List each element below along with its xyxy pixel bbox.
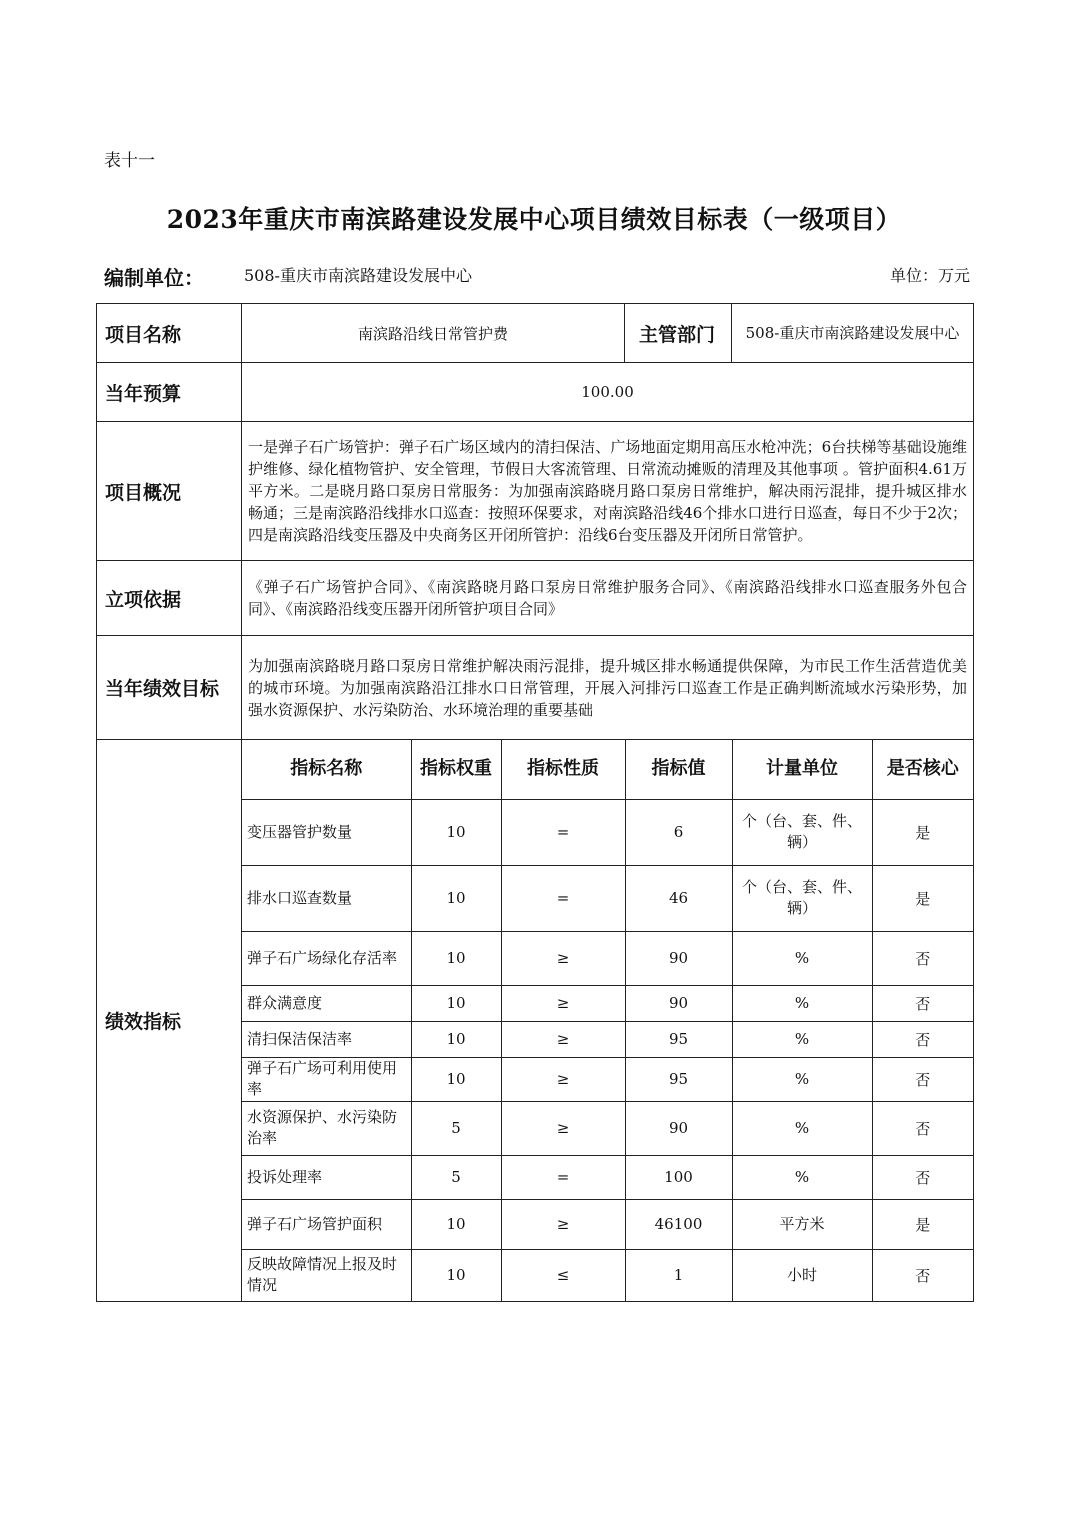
indicator-core: 否 [872,931,973,985]
indicator-name: 群众满意度 [242,985,411,1021]
indicator-nature: = [501,799,625,865]
indicator-weight: 10 [411,985,501,1021]
indicator-core: 是 [872,1199,973,1249]
goal-label: 当年绩效目标 [97,636,242,740]
col-header-nature: 指标性质 [501,740,625,799]
budget-row [97,363,974,422]
prepared-by-label: 编制单位： [104,266,204,290]
indicator-unit: % [732,1155,872,1199]
budget-value: 100.00 [242,363,974,422]
project-name-value: 南滨路沿线日常管护费 [242,304,625,363]
indicator-name: 弹子石广场可利用使用率 [242,1057,411,1101]
indicator-weight: 10 [411,1199,501,1249]
indicator-core: 是 [872,799,973,865]
basis-text: 《弹子石广场管护合同》、《南滨路晓月路口泵房日常维护服务合同》、《南滨路沿线排水口巡查服务外包合同》、《南滨路沿线变压器开闭所管护项目合同》 [242,561,974,636]
indicator-weight: 10 [411,1057,501,1101]
basis-label: 立项依据 [97,561,242,636]
indicator-value: 6 [625,799,732,865]
table-row [242,1249,973,1301]
indicator-unit: % [732,931,872,985]
indicator-nature: ≥ [501,1101,625,1155]
indicator-weight: 10 [411,865,501,931]
table-row [242,985,973,1021]
col-header-core: 是否核心 [872,740,973,799]
indicator-unit: % [732,985,872,1021]
table-number: 表十一 [104,151,155,171]
indicator-unit: 平方米 [732,1199,872,1249]
indicator-unit: % [732,1021,872,1057]
overview-label: 项目概况 [97,422,242,561]
indicator-value: 95 [625,1057,732,1101]
indicator-weight: 5 [411,1101,501,1155]
project-name-label: 项目名称 [97,304,242,363]
indicator-weight: 5 [411,1155,501,1199]
table-row [242,1021,973,1057]
indicator-core: 否 [872,1021,973,1057]
prepared-by-value: 508-重庆市南滨路建设发展中心 [244,266,472,285]
indicator-weight: 10 [411,1249,501,1301]
indicator-name: 清扫保洁保洁率 [242,1021,411,1057]
indicator-nature: ≥ [501,985,625,1021]
indicator-table [242,740,973,1301]
overview-text: 一是弹子石广场管护：弹子石广场区域内的清扫保洁、广场地面定期用高压水枪冲洗；6台扶梯等基础设施维护维修、绿化植物管护、安全管理，节假日大客流管理、日常流动摊贩的清理及其他事项 。管护面积4.61万平方米。二是晓月路口泵房日常服务：为加强南滨路晓月路口泵房日常维护，解决雨污混排，提升城区排水畅通；三是南滨路沿线排水口巡查：按照环保要求，对南滨路沿线46个排水口进行日巡查，每日不少于2次；四是南滨路沿线变压器及中央商务区开闭所管护：沿线6台变压器及开闭所日常管护。 [242,422,974,561]
table-row [242,1057,973,1101]
indicator-value: 90 [625,931,732,985]
col-header-weight: 指标权重 [411,740,501,799]
goal-row [97,636,974,740]
indicator-unit: % [732,1057,872,1101]
indicator-value: 95 [625,1021,732,1057]
indicator-weight: 10 [411,799,501,865]
indicator-nature: ≤ [501,1249,625,1301]
indicator-core: 否 [872,985,973,1021]
table-row [242,1101,973,1155]
basis-row [97,561,974,636]
indicator-unit: 个（台、套、件、辆） [732,865,872,931]
indicator-value: 100 [625,1155,732,1199]
currency-unit: 单位：万元 [889,266,970,285]
indicator-nature: = [501,1155,625,1199]
indicator-label: 绩效指标 [97,740,242,1302]
col-header-name: 指标名称 [242,740,411,799]
indicator-core: 否 [872,1057,973,1101]
table-row [242,931,973,985]
indicator-weight: 10 [411,1021,501,1057]
budget-label: 当年预算 [97,363,242,422]
indicator-core: 否 [872,1101,973,1155]
indicator-name: 反映故障情况上报及时情况 [242,1249,411,1301]
table-row [242,1155,973,1199]
indicator-nature: ≥ [501,1021,625,1057]
indicator-header-row [242,740,973,799]
indicator-core: 是 [872,865,973,931]
table-row [242,799,973,865]
indicator-value: 46100 [625,1199,732,1249]
department-label: 主管部门 [625,304,732,363]
indicator-unit: 个（台、套、件、辆） [732,799,872,865]
indicator-value: 46 [625,865,732,931]
indicator-table-cell [242,740,974,1302]
indicator-core: 否 [872,1249,973,1301]
indicator-value: 1 [625,1249,732,1301]
col-header-value: 指标值 [625,740,732,799]
document-title: 2023年重庆市南滨路建设发展中心项目绩效目标表（一级项目） [166,205,902,234]
overview-row [97,422,974,561]
indicator-value: 90 [625,1101,732,1155]
performance-table [96,303,974,1302]
department-value: 508-重庆市南滨路建设发展中心 [732,304,974,363]
indicator-core: 否 [872,1155,973,1199]
indicator-nature: ≥ [501,931,625,985]
indicator-name: 弹子石广场绿化存活率 [242,931,411,985]
table-row [242,865,973,931]
indicator-name: 水资源保护、水污染防治率 [242,1101,411,1155]
indicator-nature: ≥ [501,1057,625,1101]
indicator-weight: 10 [411,931,501,985]
goal-text: 为加强南滨路晓月路口泵房日常维护解决雨污混排，提升城区排水畅通提供保障，为市民工作生活营造优美的城市环境。为加强南滨路沿江排水口日常管理，开展入河排污口巡查工作是正确判断流域水污染形势，加强水资源保护、水污染防治、水环境治理的重要基础 [242,636,974,740]
table-row [242,1199,973,1249]
indicator-name: 投诉处理率 [242,1155,411,1199]
indicator-name: 变压器管护数量 [242,799,411,865]
indicators-row [97,740,974,1302]
indicator-nature: = [501,865,625,931]
project-name-row [97,304,974,363]
indicator-value: 90 [625,985,732,1021]
indicator-name: 排水口巡查数量 [242,865,411,931]
col-header-unit: 计量单位 [732,740,872,799]
indicator-name: 弹子石广场管护面积 [242,1199,411,1249]
indicator-unit: 小时 [732,1249,872,1301]
indicator-nature: ≥ [501,1199,625,1249]
indicator-unit: % [732,1101,872,1155]
